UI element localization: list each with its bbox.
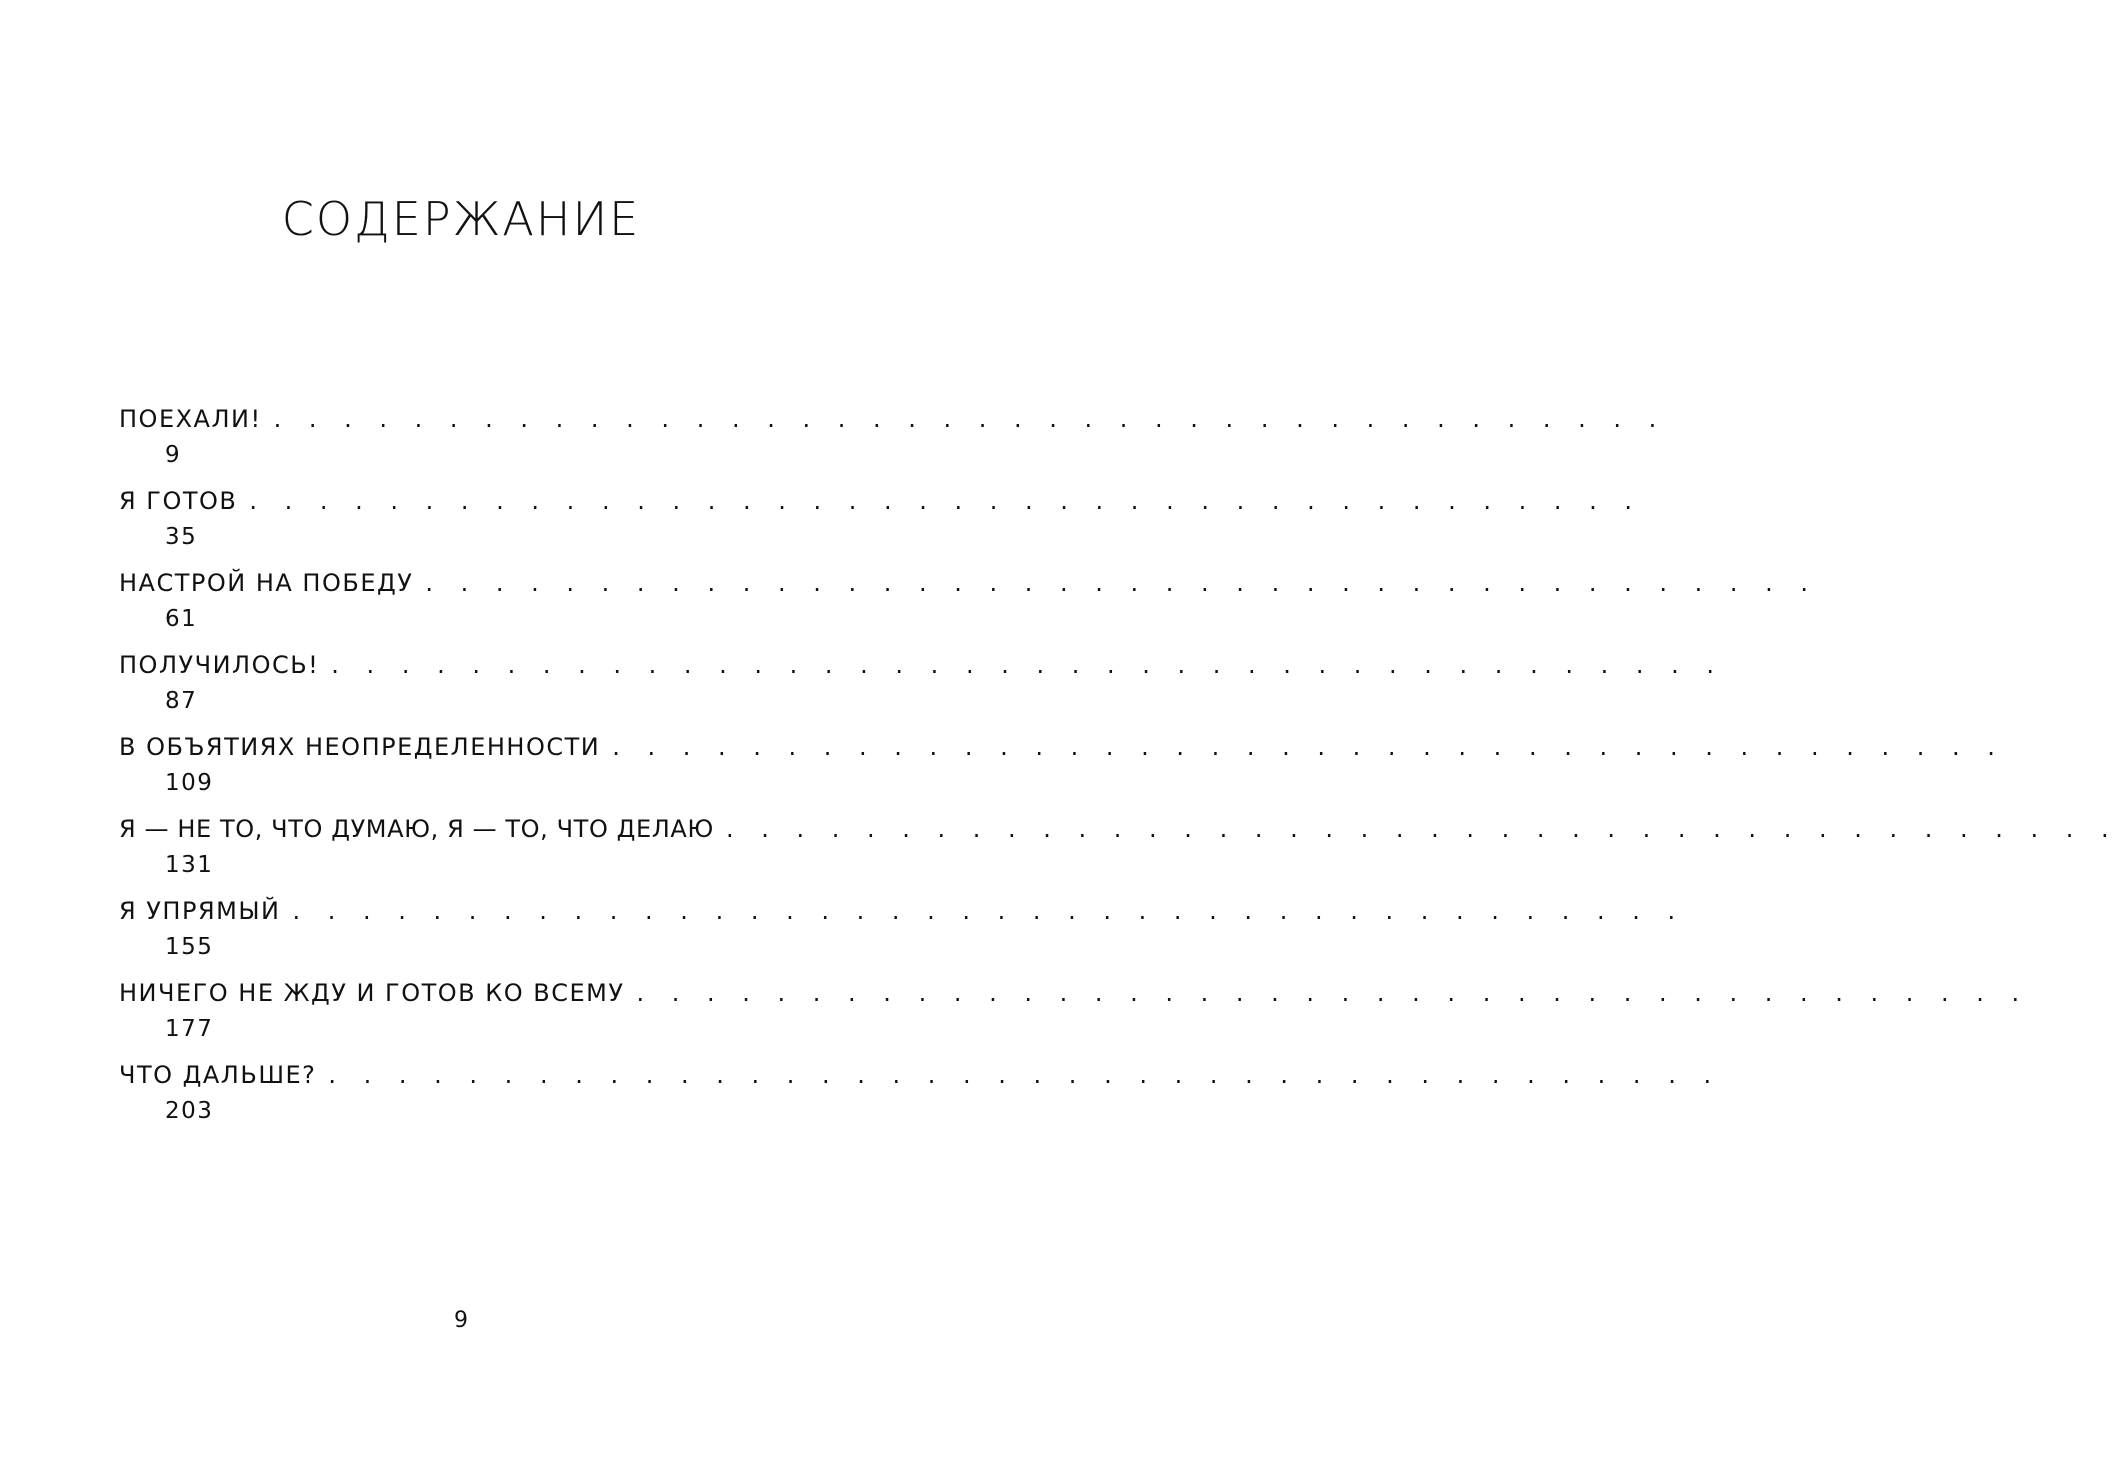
dot-leader: . . . . . . . . . . . . . . . . . . . . . . . . . . . . . . . . . . . . . . . . <box>331 651 1724 679</box>
dot-leader: . . . . . . . . . . . . . . . . . . . . . . . . . . . . . . . . . . . . . . . . <box>273 405 1667 433</box>
toc-entry[interactable] <box>119 897 1686 979</box>
dot-leader: . . . . . . . . . . . . . . . . . . . . . . . . . . . . . . . . . . . . . . . . <box>425 569 1819 597</box>
toc-entry[interactable] <box>119 815 2119 897</box>
dot-leader: . . . . . . . . . . . . . . . . . . . . . . . . . . . . . . . . . . . . . . . . <box>249 487 1643 515</box>
dot-leader: . . . . . . . . . . . . . . . . . . . . . . . . . . . . . . . . . . . . . . . . <box>636 979 2030 1007</box>
toc-entry[interactable] <box>119 733 2005 815</box>
dot-leader: . . . . . . . . . . . . . . . . . . . . . . . . . . . . . . . . . . . . . . . . <box>292 897 1686 925</box>
entry-title: Я — НЕ ТО, ЧТО ДУМАЮ, Я — ТО, ЧТО ДЕЛАЮ <box>119 815 714 843</box>
entry-page-number: 87 <box>165 688 198 714</box>
entry-title: НИЧЕГО НЕ ЖДУ И ГОТОВ КО ВСЕМУ <box>119 979 625 1007</box>
toc-entry[interactable] <box>119 979 2030 1061</box>
page-title: СОДЕРЖАНИЕ <box>281 192 641 246</box>
entry-title: В ОБЪЯТИЯХ НЕОПРЕДЕЛЕННОСТИ <box>119 733 601 761</box>
dot-leader: . . . . . . . . . . . . . . . . . . . . . . . . . . . . . . . . . . . . . . . . <box>725 815 2119 843</box>
page-number: 9 <box>454 1308 468 1333</box>
dot-leader: . . . . . . . . . . . . . . . . . . . . . . . . . . . . . . . . . . . . . . . . <box>612 733 2005 761</box>
toc-entry[interactable] <box>119 487 1643 569</box>
entry-title: ПОЛУЧИЛОСЬ! <box>119 651 320 679</box>
entry-page-number: 35 <box>165 524 198 550</box>
entry-title: НАСТРОЙ НА ПОБЕДУ <box>119 569 414 597</box>
toc-entry[interactable] <box>119 651 1724 733</box>
entry-page-number: 61 <box>165 606 198 632</box>
entry-page-number: 155 <box>165 934 214 960</box>
entry-page-number: 9 <box>165 442 182 468</box>
entry-title: ПОЕХАЛИ! <box>119 405 262 433</box>
dot-leader: . . . . . . . . . . . . . . . . . . . . . . . . . . . . . . . . . . . . . . . . <box>328 1061 1722 1089</box>
entry-title: ЧТО ДАЛЬШЕ? <box>119 1061 317 1089</box>
entry-page-number: 177 <box>165 1016 214 1042</box>
toc-entry[interactable] <box>119 1061 1722 1143</box>
entry-page-number: 131 <box>165 852 214 878</box>
toc-entry[interactable] <box>119 569 1819 651</box>
table-of-contents <box>119 405 2119 1143</box>
entry-page-number: 109 <box>165 770 214 796</box>
entry-title: Я ГОТОВ <box>119 487 238 515</box>
entry-page-number: 203 <box>165 1098 214 1124</box>
entry-title: Я УПРЯМЫЙ <box>119 897 281 925</box>
toc-entry[interactable] <box>119 405 1667 487</box>
